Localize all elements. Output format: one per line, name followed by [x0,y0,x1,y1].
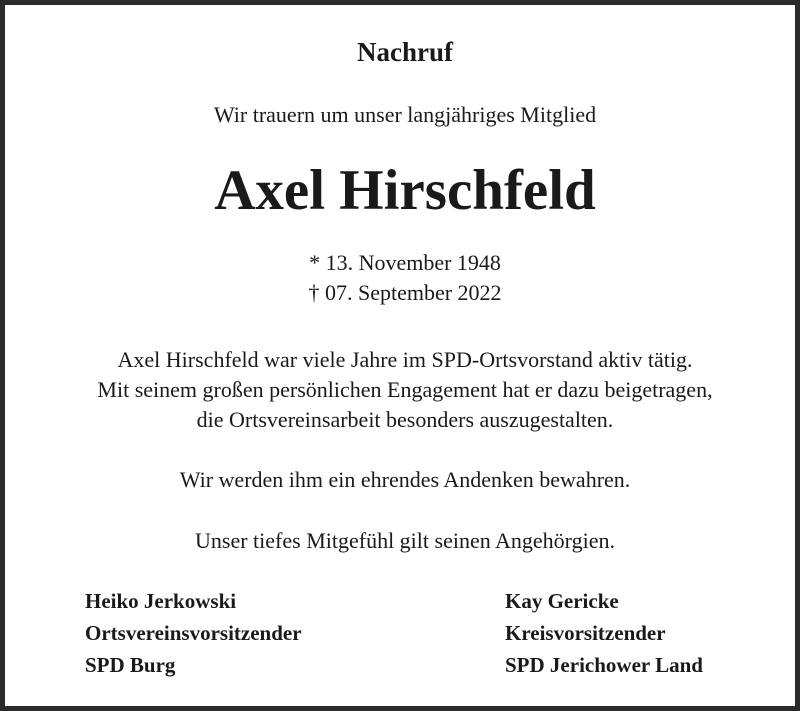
tribute-paragraph [5,345,800,435]
signer-block-right [505,585,703,681]
obituary-heading: Nachruf [357,37,453,67]
signer-block-left [85,585,302,681]
signer-org: SPD Burg [85,653,176,677]
signer-role: Ortsvereinsvorsitzender [85,621,302,645]
deceased-name: Axel Hirschfeld [214,159,596,222]
remembrance-line: Wir werden ihm ein ehrendes Andenken bewahren. [179,467,631,492]
tribute-line: die Ortsvereinsarbeit besonders auszugestalten. [196,407,614,432]
tribute-line: Mit seinem großen persönlichen Engagement hat er dazu beigetragen, [97,377,713,402]
life-dates [5,248,800,308]
signer-name: Kay Gericke [505,589,619,613]
signer-org: SPD Jerichower Land [505,653,703,677]
intro-line: Wir trauern um unser langjähriges Mitglied [213,102,597,127]
signer-role: Kreisvorsitzender [505,621,666,645]
tribute-line: Axel Hirschfeld war viele Jahre im SPD-Ortsvorstand aktiv tätig. [117,347,693,372]
signer-name: Heiko Jerkowski [85,589,237,613]
birth-date: * 13. November 1948 [309,250,501,275]
death-date: † 07. September 2022 [308,280,502,305]
condolence-line: Unser tiefes Mitgefühl gilt seinen Angehörgien. [195,528,615,553]
